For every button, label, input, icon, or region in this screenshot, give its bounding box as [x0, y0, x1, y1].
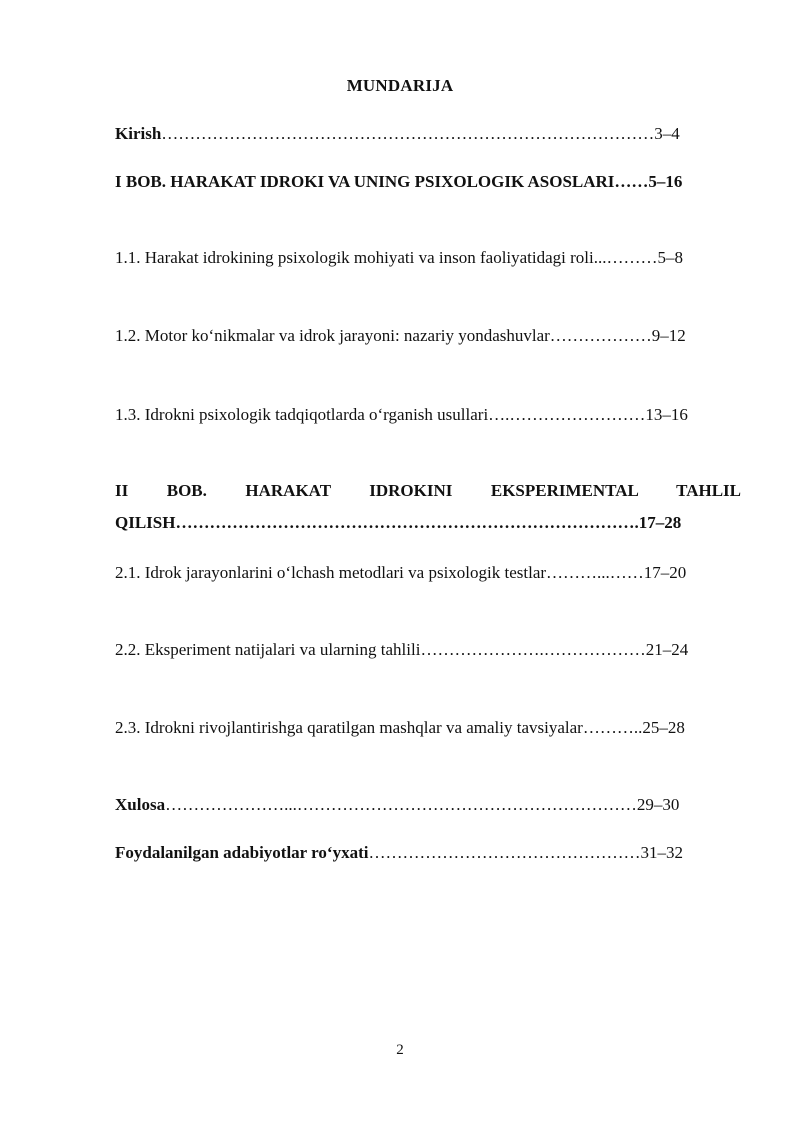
toc-entry-chapter-1: I BOB. HARAKAT IDROKI VA UNING PSIXOLOGIK ASOSLARI……5–16: [115, 172, 683, 191]
toc-entry-section-1-3: 1.3. Idrokni psixologik tadqiqotlarda o‘rganish usullari….……………………13–16: [115, 405, 688, 424]
toc-entry-foydalanilgan-adabiyotlar: [115, 837, 741, 869]
toc-entry-label: Foydalanilgan adabiyotlar ro‘yxati: [115, 843, 369, 862]
toc-entry-chapter-2-line2: QILISH……………………………………………………………………….17–28: [115, 513, 682, 532]
toc-leader-dots: …………………………………………: [368, 843, 641, 862]
toc-leader-dots: …………………...……………………………………………………: [165, 795, 637, 814]
toc-entry-section-1-2: 1.2. Motor ko‘nikmalar va idrok jarayoni: nazariy yondashuvlar………………9–12: [115, 326, 686, 345]
page-title: MUNDARIJA: [346, 76, 454, 95]
toc-entry-section-1-1: 1.1. Harakat idrokining psixologik mohiyati va inson faoliyatidagi roli...………5–8: [115, 248, 684, 267]
toc-entry-label: Kirish: [115, 124, 162, 143]
toc-page-range: 31–32: [640, 843, 683, 862]
page-number: 2: [396, 1042, 404, 1058]
toc-entry-section-2-2: 2.2. Eksperiment natijalari va ularning tahlili………………….………………21–24: [115, 640, 689, 659]
toc-entry-xulosa: [115, 789, 741, 821]
toc-entry-section-2-3: 2.3. Idrokni rivojlantirishga qaratilgan mashqlar va amaliy tavsiyalar………..25–28: [115, 718, 685, 737]
toc-page-range: 3–4: [654, 124, 680, 143]
toc-entry-kirish: [115, 118, 741, 150]
toc-entry-section-2-1: 2.1. Idrok jarayonlarini o‘lchash metodlari va psixologik testlar………...……17–20: [115, 563, 687, 582]
toc-leader-dots: ……………………………………………………………………………: [161, 124, 655, 143]
toc-page-range: 29–30: [636, 795, 680, 814]
toc-entry-label: Xulosa: [115, 795, 166, 814]
toc-entry-chapter-2-line1: II BOB. HARAKAT IDROKINI EKSPERIMENTAL TAHLIL: [115, 481, 741, 500]
